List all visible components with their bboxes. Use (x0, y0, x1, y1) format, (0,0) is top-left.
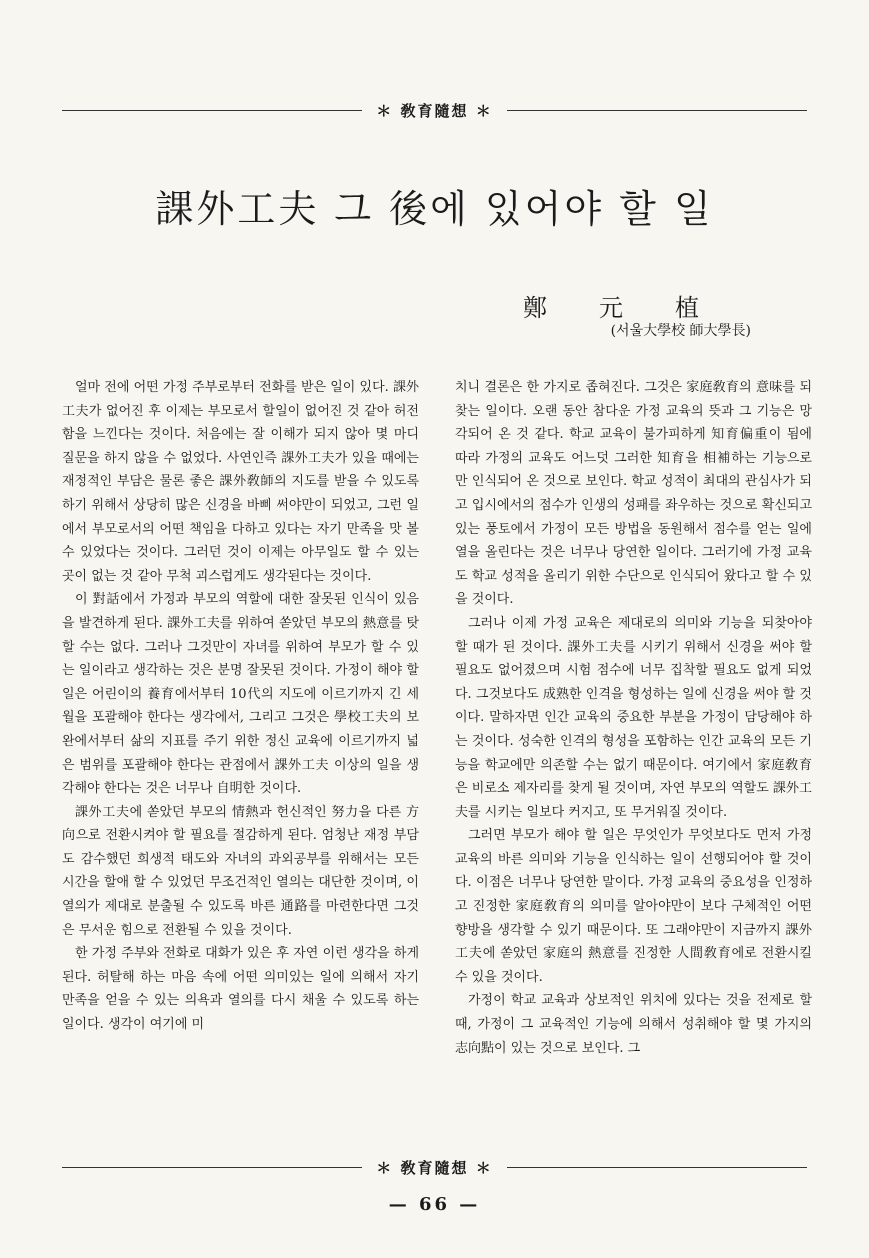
author-affiliation: (서울大學校 師大學長) (610, 323, 751, 339)
column-left (62, 376, 419, 1156)
header-rule-left (62, 110, 362, 111)
article-title: 課外工夫 그 後에 있어야 할 일 (155, 187, 714, 231)
page-number: — 66 — (388, 1194, 481, 1215)
section-label: ＊ 敎育隨想 ＊ (376, 102, 493, 120)
footer-section-label: ＊ 敎育隨想 ＊ (376, 1159, 493, 1177)
paragraph: 얼마 전에 어떤 가정 주부로부터 전화를 받은 일이 있다. 課外工夫가 없어진 후 이제는 부모로서 할일이 없어진 것 같아 허전함을 느낀다는 것이다. 처음에는 잘 이해가 되지 않아 몇 마디 질문을 하지 않을 수 없었다. 사연인즉 課外工夫가 있을 때에는 재정적인 부담은 물론 좋은 課外敎師의 지도를 받을 수 있도록 하기 위해서 상당히 많은 신경을 바삐 써야만이 되었고, 그런 일에서 부모로서의 어떤 책임을 다하고 있다는 자기 만족을 맛 볼 수 있었다는 것이다. 그러던 것이 이제는 아무일도 할 수 있는 곳이 없는 것 같아 무척 괴스럽게도 생각된다는 것이다. (62, 380, 419, 584)
header-rule (62, 100, 807, 120)
footer-rule-left (62, 1167, 362, 1168)
footer-rule (62, 1157, 807, 1177)
paragraph: 치니 결론은 한 가지로 좁혀진다. 그것은 家庭敎育의 意味를 되찾는 일이다. 오랜 동안 참다운 가정 교육의 뜻과 그 기능은 망각되어 온 것 같다. 학교 교육이 불가피하게 知育偏重이 됨에 따라 가정의 교육도 어느덧 그러한 知育을 相補하는 기능으로만 인식되어 온 것으로 보인다. 학교 성적이 최대의 관심사가 되고 입시에서의 점수가 인생의 성패를 좌우하는 것으로 확신되고 있는 풍토에서 가정이 모든 방법을 동원해서 점수를 얻는 일에 열을 올린다는 것은 너무나 당연한 일이다. 그러기에 가정 교육도 학교 성적을 올리기 위한 수단으로 인식되어 왔다고 할 수 있을 것이다. (455, 380, 812, 608)
paragraph: 한 가정 주부와 전화로 대화가 있은 후 자연 이런 생각을 하게 된다. 허탈해 하는 마음 속에 어떤 의미있는 일에 의해서 자기 만족을 얻을 수 있는 의욕과 열의를 다시 채울 수 있도록 하는 일이다. 생각이 여기에 미 (62, 946, 419, 1033)
header-rule-right (507, 110, 807, 111)
paragraph: 課外工夫에 쏟았던 부모의 情熱과 헌신적인 努力을 다른 方向으로 전환시켜야 할 필요를 절감하게 된다. 엄청난 재정 부담도 감수했던 희생적 태도와 자녀의 과외공부를 위해서는 모든 시간을 할애 할 수 있었던 무조건적인 열의는 대단한 것이며, 이 열의가 제대로 분출될 수 있도록 바른 通路를 마련한다면 그것은 무서운 힘으로 전환될 수 있을 것이다. (62, 804, 419, 938)
paragraph: 그러면 부모가 해야 할 일은 무엇인가 무엇보다도 먼저 가정 교육의 바른 의미와 기능을 인식하는 일이 선행되어야 할 것이다. 이점은 너무나 당연한 말이다. 가정 교육의 중요성을 인정하고 진정한 家庭敎育의 의미를 알아야만이 보다 구체적인 어떤 향방을 생각할 수 있기 때문이다. 또 그래야만이 지금까지 課外工夫에 쏟았던 家庭의 熱意를 진정한 人間敎育에로 전환시킬 수 있을 것이다. (455, 828, 812, 985)
footer-rule-right (507, 1167, 807, 1168)
paragraph: 그러나 이제 가정 교육은 제대로의 의미와 기능을 되찾아야 할 때가 된 것이다. 課外工夫를 시키기 위해서 신경을 써야 할 필요도 없어졌으며 시험 점수에 너무 집착할 필요도 없게 되었다. 그것보다도 成熟한 인격을 형성하는 일에 신경을 써야 할 것이다. 말하자면 인간 교육의 중요한 부분을 가정이 담당해야 하는 것이다. 성숙한 인격의 형성을 포함하는 인간 교육의 모든 기능을 학교에만 의존할 수는 없기 때문이다. 여기에서 家庭敎育은 비로소 제자리를 찾게 될 것이며, 자연 부모의 역할도 課外工夫를 시키는 일보다 커지고, 또 무거워질 것이다. (455, 615, 812, 820)
paragraph: 이 對話에서 가정과 부모의 역할에 대한 잘못된 인식이 있음을 발견하게 된다. 課外工夫를 위하여 쏟았던 부모의 熱意를 탓할 수는 없다. 그러나 그것만이 자녀를 위하여 부모가 할 수 있는 일이라고 생각하는 것은 분명 잘못된 것이다. 가정이 해야 할 일은 어린이의 養育에서부터 10代의 지도에 이르기까지 긴 세월을 포괄해야 한다는 생각에서, 그리고 그것은 學校工夫의 보완에서부터 삶의 지표를 주기 위한 정신 교육에 이르기까지 넓은 범위를 포괄해야 한다는 관점에서 課外工夫 이상의 일을 생각해야 한다는 것은 너무나 自明한 것이다. (62, 592, 419, 797)
paragraph: 가정이 학교 교육과 상보적인 위치에 있다는 것을 전제로 할 때, 가정이 그 교육적인 기능에 의해서 성취해야 할 몇 가지의 志向點이 있는 것으로 보인다. 그 (455, 993, 812, 1056)
article-body (62, 376, 812, 1156)
column-right (455, 376, 812, 1156)
author-name: 鄭元植 (523, 294, 751, 322)
